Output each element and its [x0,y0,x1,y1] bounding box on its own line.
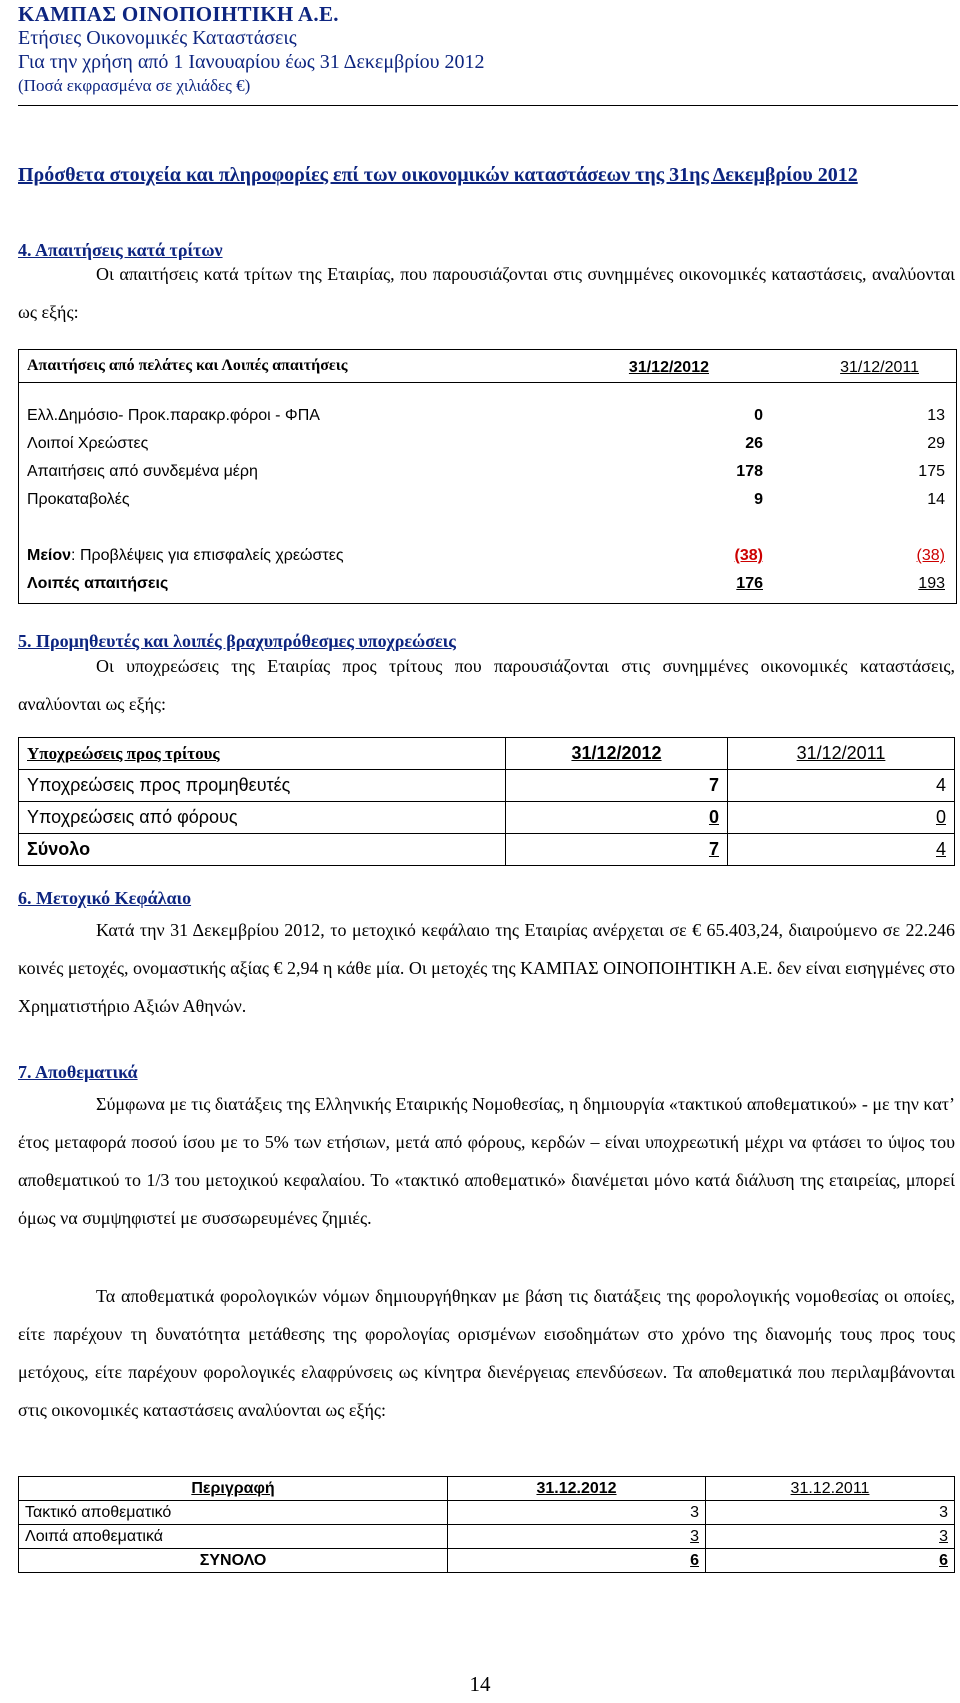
reserves-row-value-2011: 3 [706,1525,955,1549]
currency-units: (Ποσά εκφρασμένα σε χιλιάδες €) [18,76,251,95]
receivables-total-2012: 176 [736,575,763,592]
section-5-heading: 5. Προμηθευτές και λοιπές βραχυπρόθεσμες υποχρεώσεις [18,631,456,651]
section-7-paragraph-1 [18,1085,955,1237]
section-4-intro-text: Οι απαιτήσεις κατά τρίτων της Εταιρίας, που παρουσιάζονται στις συνημμένες οικονομικές καταστάσεις, αναλύονται ως εξής: [18,264,955,322]
reserves-total-2011: 6 [706,1549,955,1573]
receivables-row-label: Λοιποί Χρεώστες [27,435,149,452]
reporting-period: Για την χρήση από 1 Ιανουαρίου έως 31 Δεκεμβρίου 2012 [18,51,485,73]
table-row [19,834,955,866]
table-row [19,1525,955,1549]
receivables-total-label: Λοιπές απαιτήσεις [27,575,169,592]
section-4-intro [18,255,955,331]
receivables-row-value-2011: 14 [927,491,945,508]
liabilities-row-label: Υποχρεώσεις προς προμηθευτές [19,770,506,802]
receivables-row-value-2012: 26 [745,435,763,452]
table-row [19,802,955,834]
provisions-less-prefix: Μείον [27,547,72,564]
reserves-header-2012: 31.12.2012 [448,1477,706,1501]
table-row [19,770,955,802]
liabilities-row-label: Υποχρεώσεις από φόρους [19,802,506,834]
section-7-heading: 7. Αποθεματικά [18,1062,138,1082]
section-5-intro [18,647,955,723]
receivables-total-2011: 193 [918,575,945,592]
receivables-row-value-2012: 178 [736,463,763,480]
receivables-row-label: Προκαταβολές [27,491,130,508]
provisions-value-2012: (38) [734,547,763,564]
table-row [19,1549,955,1573]
liabilities-total-2011: 4 [728,834,955,866]
receivables-row-label: Απαιτήσεις από συνδεμένα μέρη [27,463,258,480]
receivables-col-2012: 31/12/2012 [628,359,709,376]
receivables-col-2011: 31/12/2011 [840,359,919,376]
section-6-text: Κατά την 31 Δεκεμβρίου 2012, το μετοχικό κεφάλαιο της Εταιρίας ανέρχεται σε € 65.403,24, διαιρούμενο σε 22.246 κοινές μετοχές, ονομαστικής αξίας € 2,94 η κάθε μία. Οι μετοχές της ΚΑΜΠΑΣ ΟΙΝΟΠΟΙΗΤΙΚΗ Α.Ε. δεν είναι εισηγμένες στο Χρηματιστήριο Αξιών Αθηνών. [18,920,955,1016]
receivables-row-label: Ελλ.Δημόσιο- Προκ.παρακρ.φόροι - ΦΠΑ [27,407,320,424]
liabilities-row-value-2011: 4 [728,770,955,802]
section-7-text-2: Τα αποθεματικά φορολογικών νόμων δημιουργήθηκαν με βάση τις διατάξεις της φορολογικής νομοθεσίας οι οποίες, είτε παρέχουν τη δυνατότητα μετάθεσης της φορολογίας ορισμένων εισοδημάτων στο χρόνο της διανομής τους προς τους μετόχους, είτε παρέχουν φορολογικές ελαφρύνσεις ως κίνητρα διενέργειας επενδύσεων. Τα αποθεματικά που περιλαμβάνονται στις οικονομικές καταστάσεις αναλύονται ως εξής: [18,1286,955,1420]
reserves-row-label: Τακτικό αποθεματικό [19,1501,448,1525]
liabilities-total-2012: 7 [506,834,728,866]
reserves-row-value-2011: 3 [706,1501,955,1525]
receivables-table [18,349,957,604]
section-4-heading: 4. Απαιτήσεις κατά τρίτων [18,240,223,260]
page-number: 14 [469,1672,491,1696]
receivables-row-value-2011: 29 [927,435,945,452]
reserves-row-value-2012: 3 [448,1501,706,1525]
receivables-row-value-2012: 0 [754,407,763,424]
company-name: ΚΑΜΠΑΣ ΟΙΝΟΠΟΙΗΤΙΚΗ Α.Ε. [18,2,339,26]
liabilities-col-2011: 31/12/2011 [728,738,955,770]
table-row [19,1477,955,1501]
table-row [19,738,955,770]
receivables-row-value-2011: 175 [918,463,945,480]
section-7-text-1: Σύμφωνα με τις διατάξεις της Ελληνικής Εταιρικής Νομοθεσίας, η δημιουργία «τακτικού αποθεματικού» - με την κατ’ έτος μεταφορά ποσού ίσου με το 5% των ετήσιων, μετά από φόρους, κερδών – είναι υποχρεωτική μέχρι να φτάσει το ύψος του αποθεματικού το 1/3 του μετοχικού κεφαλαίου. Το «τακτικό αποθεματικό» διανέμεται μόνο κατά διάλυση της εταιρείας, μπορεί όμως να συμψηφιστεί με συσσωρευμένες ζημιές. [18,1094,955,1228]
table-row [19,1501,955,1525]
section-5-intro-text: Οι υποχρεώσεις της Εταιρίας προς τρίτους που παρουσιάζονται στις συνημμένες οικονομικές καταστάσεις, αναλύονται ως εξής: [18,656,955,714]
reserves-total-label: ΣΥΝΟΛΟ [19,1549,448,1573]
reserves-total-2012: 6 [448,1549,706,1573]
reserves-row-value-2012: 3 [448,1525,706,1549]
reserves-row-label: Λοιπά αποθεματικά [19,1525,448,1549]
header-divider [18,105,958,106]
liabilities-col-2012: 31/12/2012 [506,738,728,770]
document-header [18,2,958,98]
liabilities-row-value-2011: 0 [728,802,955,834]
reserves-header-2011: 31.12.2011 [706,1477,955,1501]
receivables-row-value-2011: 13 [927,407,945,424]
receivables-row-value-2012: 9 [754,491,763,508]
provisions-value-2011: (38) [916,547,945,564]
liabilities-row-value-2012: 0 [506,802,728,834]
liabilities-total-label: Σύνολο [19,834,506,866]
liabilities-row-value-2012: 7 [506,770,728,802]
provisions-label-text: : Προβλέψεις για επισφαλείς χρεώστες [71,547,344,564]
liabilities-table [18,737,955,866]
document-title: Ετήσιες Οικονομικές Καταστάσεις [18,27,297,49]
page-title: Πρόσθετα στοιχεία και πληροφορίες επί των οικονομικών καταστάσεων της 31ης Δεκεμβρίου 2012 [18,164,858,186]
provisions-row-label [27,546,344,566]
section-6-heading: 6. Μετοχικό Κεφάλαιο [18,888,192,908]
table-header-divider [19,382,956,383]
liabilities-header-label: Υποχρεώσεις προς τρίτους [19,738,506,770]
receivables-header-label: Απαιτήσεις από πελάτες και Λοιπές απαιτήσεις [27,357,348,374]
reserves-header-description: Περιγραφή [19,1477,448,1501]
section-7-paragraph-2 [18,1277,955,1429]
reserves-table [18,1476,955,1573]
section-6-paragraph [18,911,955,1025]
